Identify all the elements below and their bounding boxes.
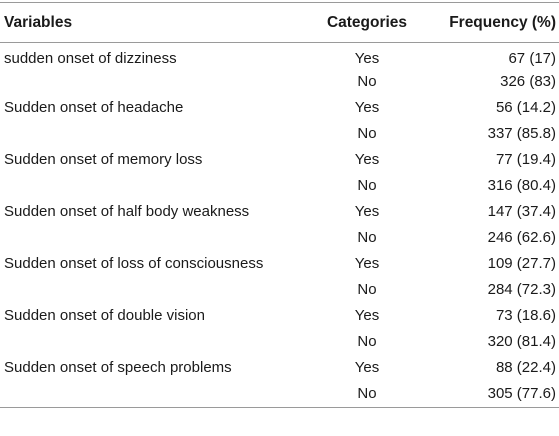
cell-variable xyxy=(0,121,292,147)
cell-variable: Sudden onset of memory loss xyxy=(4,151,203,168)
cell-variable: Sudden onset of headache xyxy=(4,99,184,116)
cell-frequency: 67 (17) xyxy=(508,50,556,67)
cell-variable xyxy=(0,173,292,199)
cell-variable: Sudden onset of half body weakness xyxy=(4,203,250,220)
cell-frequency: 147 (37.4) xyxy=(487,203,556,220)
cell-variable: Sudden onset of speech problems xyxy=(4,359,232,376)
cell-category: Yes xyxy=(354,255,380,272)
header-variables: Variables xyxy=(0,3,292,43)
cell-frequency: 246 (62.6) xyxy=(487,229,556,246)
cell-variable xyxy=(0,277,292,303)
table-row xyxy=(0,147,559,173)
cell-frequency: 56 (14.2) xyxy=(495,99,556,116)
cell-category: Yes xyxy=(354,151,380,168)
table-row xyxy=(0,355,559,381)
cell-frequency: 73 (18.6) xyxy=(495,307,556,324)
cell-frequency: 109 (27.7) xyxy=(487,255,556,272)
header-categories: Categories xyxy=(292,3,442,43)
cell-category: No xyxy=(357,281,377,298)
cell-category: No xyxy=(357,125,377,142)
cell-variable: Sudden onset of double vision xyxy=(4,307,205,324)
table-row xyxy=(0,95,559,121)
table-row xyxy=(0,303,559,329)
cell-category: No xyxy=(357,333,377,350)
cell-variable: sudden onset of dizziness xyxy=(4,50,177,67)
table-row xyxy=(0,69,559,95)
cell-frequency: 337 (85.8) xyxy=(487,125,556,142)
table-header xyxy=(0,3,559,43)
cell-category: Yes xyxy=(354,99,380,116)
cell-variable xyxy=(0,225,292,251)
cell-category: No xyxy=(357,384,377,402)
table-row xyxy=(0,329,559,355)
table-row xyxy=(0,121,559,147)
cell-category: Yes xyxy=(354,50,380,67)
cell-category: No xyxy=(357,73,377,90)
table-body xyxy=(0,43,559,408)
table-row xyxy=(0,251,559,277)
cell-frequency: 77 (19.4) xyxy=(495,151,556,168)
cell-category: No xyxy=(357,177,377,194)
cell-variable xyxy=(0,381,292,407)
cell-category: Yes xyxy=(354,307,380,324)
table-row xyxy=(0,43,559,70)
header-row xyxy=(0,3,559,43)
cell-variable xyxy=(0,329,292,355)
header-frequency: Frequency (%) xyxy=(442,3,559,43)
cell-category: Yes xyxy=(354,203,380,220)
table-row xyxy=(0,173,559,199)
cell-variable: Sudden onset of loss of consciousness xyxy=(4,255,264,272)
cell-frequency: 88 (22.4) xyxy=(495,359,556,376)
table-row xyxy=(0,225,559,251)
cell-frequency: 284 (72.3) xyxy=(487,281,556,298)
cell-frequency: 320 (81.4) xyxy=(487,333,556,350)
cell-frequency: 305 (77.6) xyxy=(487,384,556,402)
cell-frequency: 326 (83) xyxy=(500,73,556,90)
cell-category: Yes xyxy=(354,359,380,376)
cell-frequency: 316 (80.4) xyxy=(487,177,556,194)
table-row xyxy=(0,381,559,407)
cell-category: No xyxy=(357,229,377,246)
table-row xyxy=(0,277,559,303)
cell-variable xyxy=(0,69,292,95)
table-row xyxy=(0,199,559,225)
symptom-frequency-table xyxy=(0,2,559,408)
